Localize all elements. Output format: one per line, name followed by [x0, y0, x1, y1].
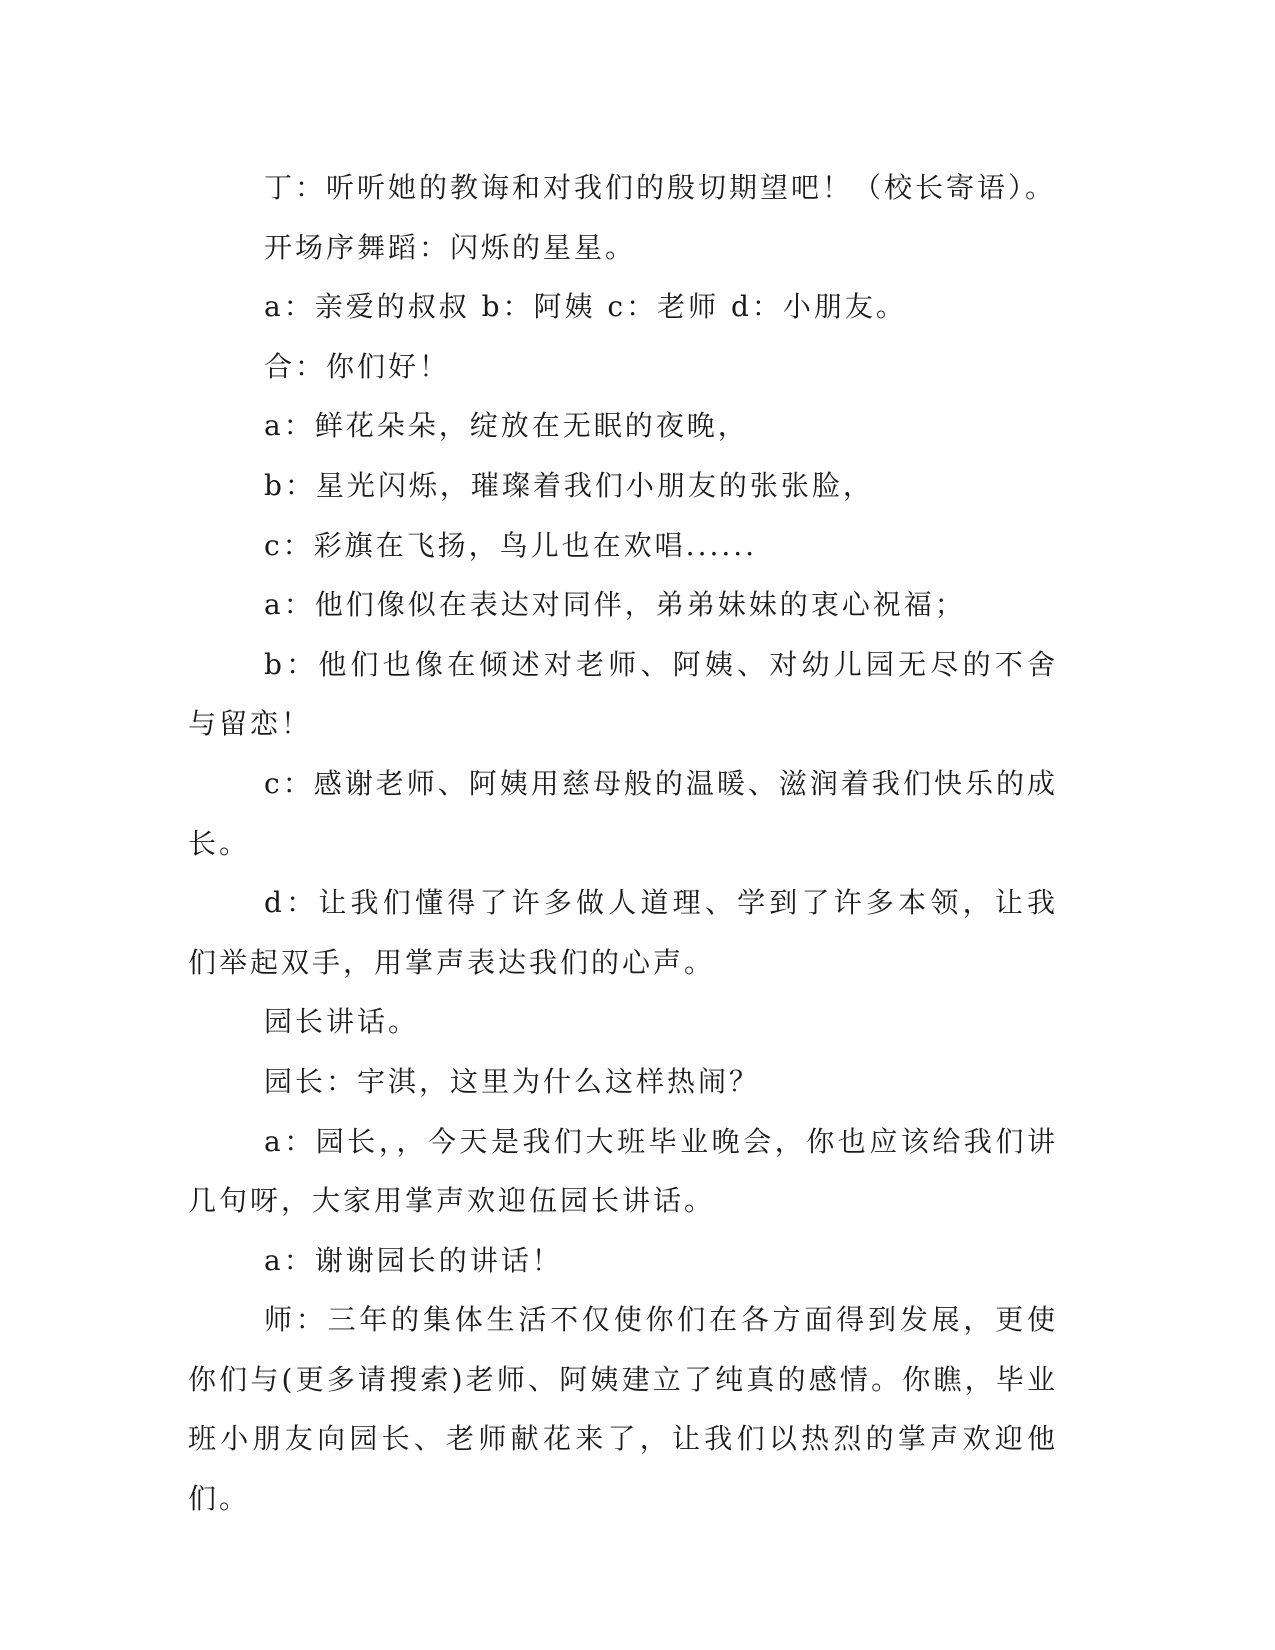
paragraph: a：谢谢园长的讲话！	[264, 1243, 563, 1277]
paragraph: c：感谢老师、阿姨用慈母般的温暖、滋润着我们快乐的成长。	[188, 766, 1058, 860]
paragraph: 园长：宇淇，这里为什么这样热闹？	[264, 1064, 761, 1098]
paragraph: 丁：听听她的教诲和对我们的殷切期望吧！（校长寄语）。	[264, 171, 1057, 204]
paragraph: a：园长，，今天是我们大班毕业晚会，你也应该给我们讲几句呀，大家用掌声欢迎伍园长讲话。	[188, 1124, 1058, 1218]
paragraph: b：星光闪烁，璀璨着我们小朋友的张张脸，	[264, 468, 874, 502]
document-body	[188, 158, 1058, 1529]
paragraph: 师：三年的集体生活不仅使你们在各方面得到发展，更使你们与(更多请搜索)老师、阿姨建立了纯真的感情。你瞧，毕业班小朋友向园长、老师献花来了，让我们以热烈的掌声欢迎他们。	[188, 1303, 1058, 1516]
paragraph: c：彩旗在飞扬，鸟儿也在欢唱......	[264, 528, 758, 562]
paragraph: a：鲜花朵朵，绽放在无眠的夜晚，	[264, 409, 749, 443]
paragraph: d：让我们懂得了许多做人道理、学到了许多本领，让我们举起双手，用掌声表达我们的心声。	[188, 886, 1058, 979]
paragraph: 园长讲话。	[264, 1005, 420, 1039]
paragraph: b：他们也像在倾述对老师、阿姨、对幼儿园无尽的不舍与留恋！	[188, 647, 1058, 741]
paragraph: a：亲爱的叔叔 b：阿姨 c：老师 d：小朋友。	[264, 290, 907, 324]
paragraph: a：他们像似在表达对同伴，弟弟妹妹的衷心祝福；	[264, 588, 966, 622]
paragraph: 开场序舞蹈：闪烁的星星。	[264, 230, 637, 264]
paragraph: 合：你们好！	[264, 349, 451, 383]
